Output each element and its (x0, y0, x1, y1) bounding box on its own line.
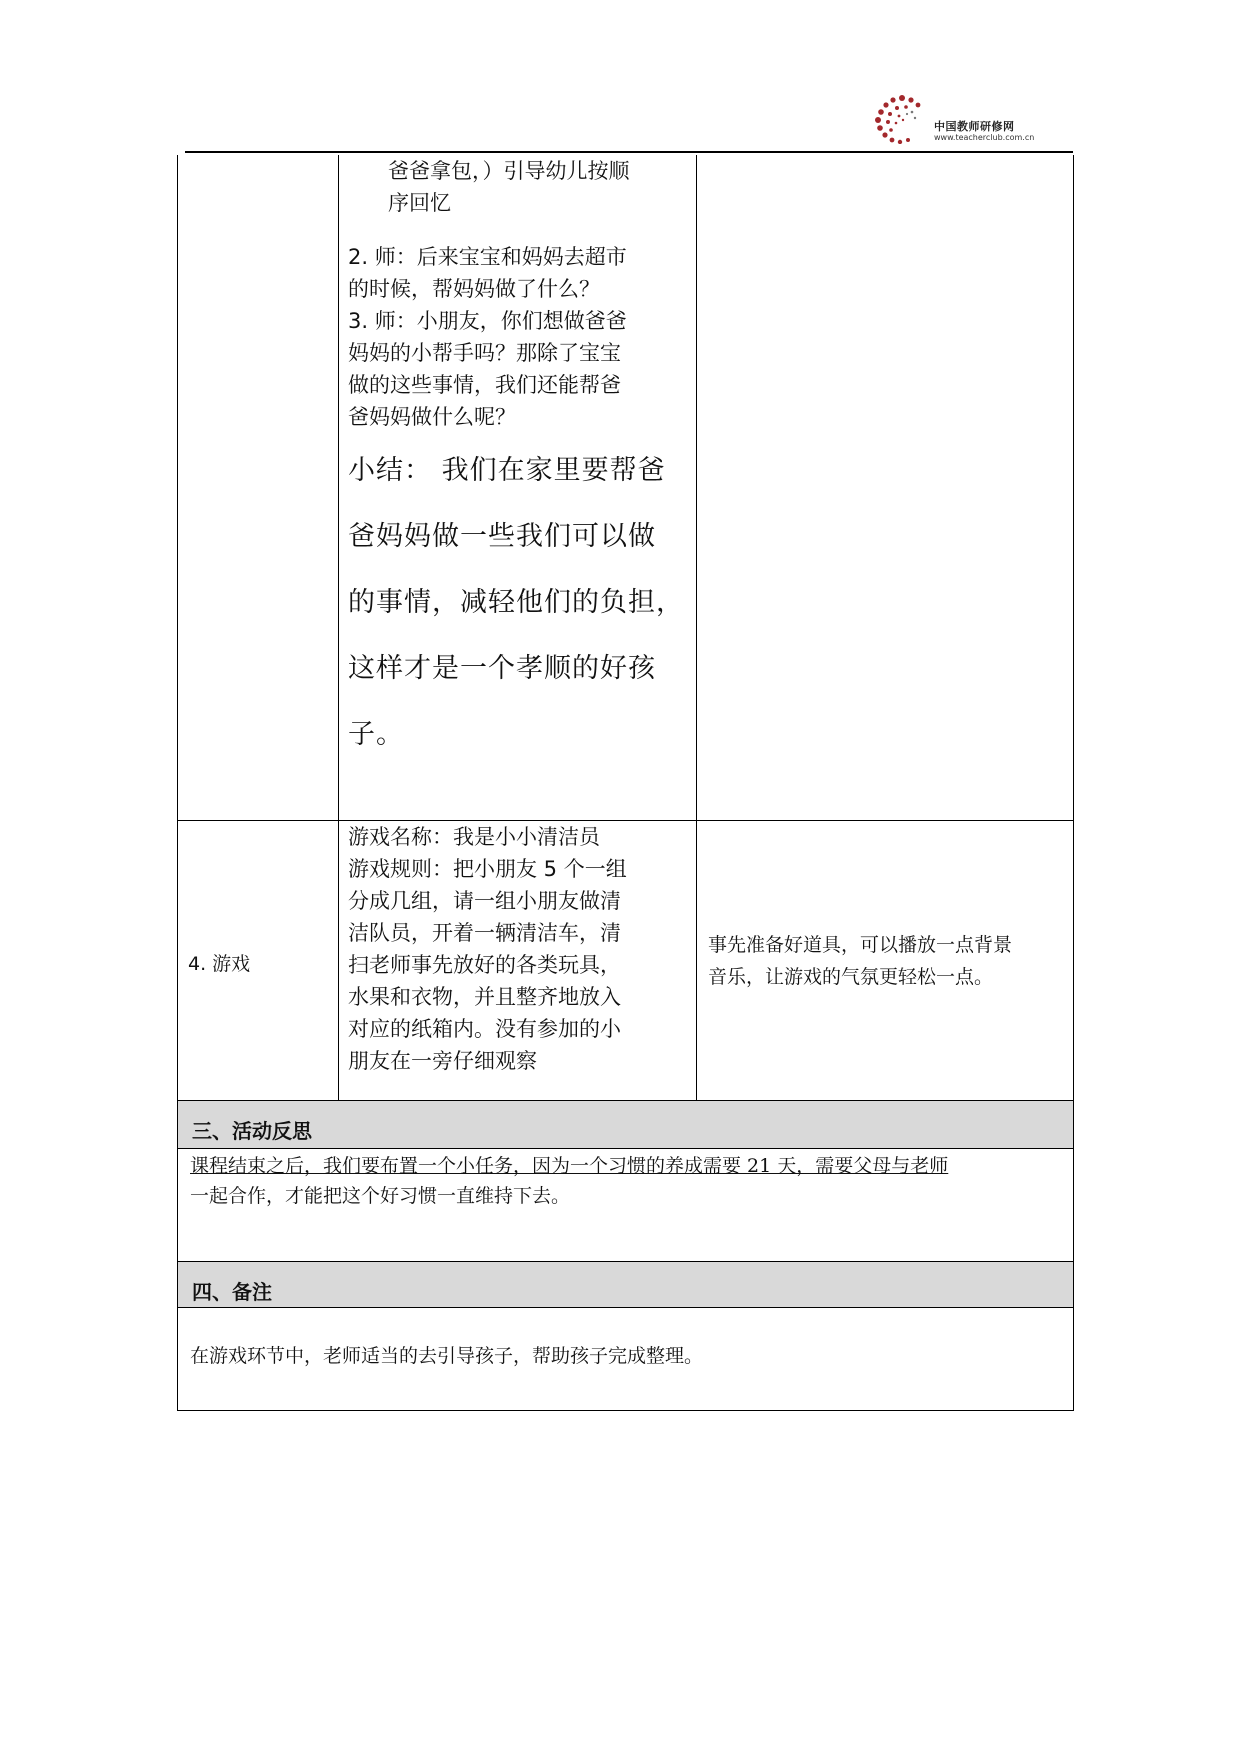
question-3 (348, 305, 693, 433)
text-line: 的时候，帮妈妈做了什么？ (348, 277, 600, 301)
text-line: 分成几组，请一组小朋友做清 (348, 889, 621, 913)
game-note (708, 929, 1073, 993)
row-divider (178, 1148, 1073, 1149)
activity-continuation (348, 155, 728, 219)
reflection-heading-text: 三、活动反思 (192, 1119, 312, 1143)
text-line: 朋友在一旁仔细观察 (348, 1049, 537, 1073)
column-divider (338, 155, 339, 1100)
text-line: 音乐，让游戏的气氛更轻松一点。 (708, 966, 994, 988)
summary (348, 438, 693, 768)
text-line: 爸妈妈做一些我们可以做 (348, 521, 656, 552)
text-line: 爸妈妈做什么呢？ (348, 405, 516, 429)
row-divider (178, 1307, 1073, 1308)
text-line: 子。 (348, 719, 404, 750)
lesson-plan-table (177, 155, 1074, 1411)
text-line: 小结： 我们在家里要帮爸 (348, 455, 666, 486)
remarks-heading (178, 1262, 1073, 1307)
text-line: 3. 师：小朋友，你们想做爸爸 (348, 309, 627, 333)
text-line: 序回忆 (388, 191, 451, 215)
question-2 (348, 241, 693, 305)
remarks-heading-text: 四、备注 (192, 1280, 272, 1304)
text-line: 对应的纸箱内。没有参加的小 (348, 1017, 621, 1041)
text-line: 游戏名称：我是小小清洁员 (348, 825, 600, 849)
game-label: 4. 游戏 (188, 953, 251, 975)
text-line: 妈妈的小帮手吗？那除了宝宝 (348, 341, 621, 365)
text-line: 爸爸拿包，）引导幼儿按顺 (388, 159, 630, 183)
game-content (348, 821, 693, 1077)
text-line: 2. 师：后来宝宝和妈妈去超市 (348, 245, 627, 269)
text-line: 这样才是一个孝顺的好孩 (348, 653, 656, 684)
text-line: 洁队员，开着一辆清洁车，清 (348, 921, 621, 945)
header-rule (185, 151, 1073, 153)
reflection-heading (178, 1101, 1073, 1148)
reflection-text (190, 1151, 1065, 1211)
logo-url: www.teacherclub.com.cn (934, 133, 1035, 142)
text-line: 的事情，减轻他们的负担， (348, 587, 684, 618)
dotted-swirl-logo-icon (872, 92, 932, 144)
text-line: 事先准备好道具，可以播放一点背景 (708, 934, 1013, 956)
text-line: 做的这些事情，我们还能帮爸 (348, 373, 621, 397)
column-divider (696, 155, 697, 1100)
text-line: 课程结束之后，我们要布置一个小任务，因为一个习惯的养成需要 21 天，需要父母与老师 (190, 1155, 949, 1177)
text-line: 水果和衣物，并且整齐地放入 (348, 985, 621, 1009)
logo-name: 中国教师研修网 (934, 120, 1015, 133)
text-line: 游戏规则：把小朋友 5 个一组 (348, 857, 627, 881)
text-line: 一起合作，才能把这个好习惯一直维持下去。 (190, 1185, 571, 1207)
remarks-text: 在游戏环节中，老师适当的去引导孩子，帮助孩子完成整理。 (190, 1345, 704, 1367)
site-logo (872, 92, 1052, 148)
text-line: 扫老师事先放好的各类玩具， (348, 953, 621, 977)
